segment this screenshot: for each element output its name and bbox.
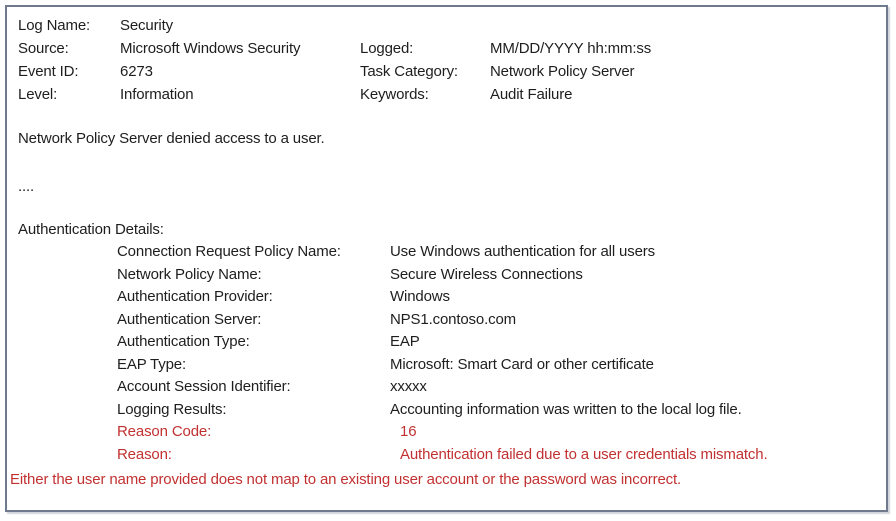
field-label: Level: <box>18 86 58 103</box>
field-label: Connection Request Policy Name: <box>117 243 341 260</box>
header-row <box>18 37 876 60</box>
detail-row <box>117 264 876 287</box>
field-label: Authentication Type: <box>117 333 250 350</box>
section-title: Authentication Details: <box>18 221 164 238</box>
field-label: Reason Code: <box>117 423 212 440</box>
field-value: 16 <box>400 423 417 440</box>
field-label: Logged: <box>360 40 414 57</box>
detail-row <box>117 241 876 264</box>
field-label: Network Policy Name: <box>117 265 262 283</box>
field-label: Log Name: <box>18 17 91 34</box>
detail-row <box>117 376 876 399</box>
field-label: Task Category: <box>360 63 458 80</box>
field-label: Authentication Server: <box>117 310 262 328</box>
detail-row <box>117 354 876 377</box>
field-value: Accounting information was written to the local log file. <box>390 400 742 418</box>
field-label: Account Session Identifier: <box>117 378 291 395</box>
authentication-details <box>117 241 876 466</box>
detail-row <box>117 286 876 309</box>
field-value: Security <box>120 17 173 34</box>
event-description: Network Policy Server denied access to a user. <box>18 130 325 147</box>
field-value: Microsoft: Smart Card or other certificate <box>390 355 654 373</box>
field-label: Source: <box>18 40 69 57</box>
field-value: Use Windows authentication for all users <box>390 243 655 260</box>
field-label: EAP Type: <box>117 355 186 373</box>
field-value: xxxxx <box>390 378 427 395</box>
field-value: 6273 <box>120 63 153 80</box>
field-value: MM/DD/YYYY hh:mm:ss <box>490 40 652 57</box>
event-log-panel <box>5 5 888 512</box>
header-row <box>18 60 876 83</box>
field-value: EAP <box>390 333 420 350</box>
field-value: NPS1.contoso.com <box>390 310 516 328</box>
detail-row <box>117 399 876 422</box>
field-value: Secure Wireless Connections <box>390 265 583 283</box>
field-value: Authentication failed due to a user credentials mismatch. <box>400 445 768 463</box>
ellipsis-line: .... <box>18 178 35 195</box>
field-label: Event ID: <box>18 63 79 80</box>
event-log-content <box>7 7 886 491</box>
header-row <box>18 14 876 37</box>
detail-row <box>117 331 876 354</box>
field-value: Network Policy Server <box>490 63 635 80</box>
detail-row-reason <box>117 444 876 467</box>
field-value <box>490 14 876 37</box>
field-label: Logging Results: <box>117 400 227 418</box>
field-value: Microsoft Windows Security <box>120 40 301 57</box>
field-label <box>360 14 490 37</box>
field-value: Audit Failure <box>490 86 573 103</box>
field-label: Keywords: <box>360 86 429 103</box>
detail-row-reason-code <box>117 421 876 444</box>
field-value: Information <box>120 86 194 103</box>
header-row <box>18 83 876 106</box>
footer-note: Either the user name provided does not map to an existing user account or the password was incorrect. <box>10 471 682 488</box>
field-value: Windows <box>390 288 450 305</box>
field-label: Reason: <box>117 445 172 463</box>
field-label: Authentication Provider: <box>117 288 273 305</box>
event-header <box>18 14 876 106</box>
detail-row <box>117 309 876 332</box>
